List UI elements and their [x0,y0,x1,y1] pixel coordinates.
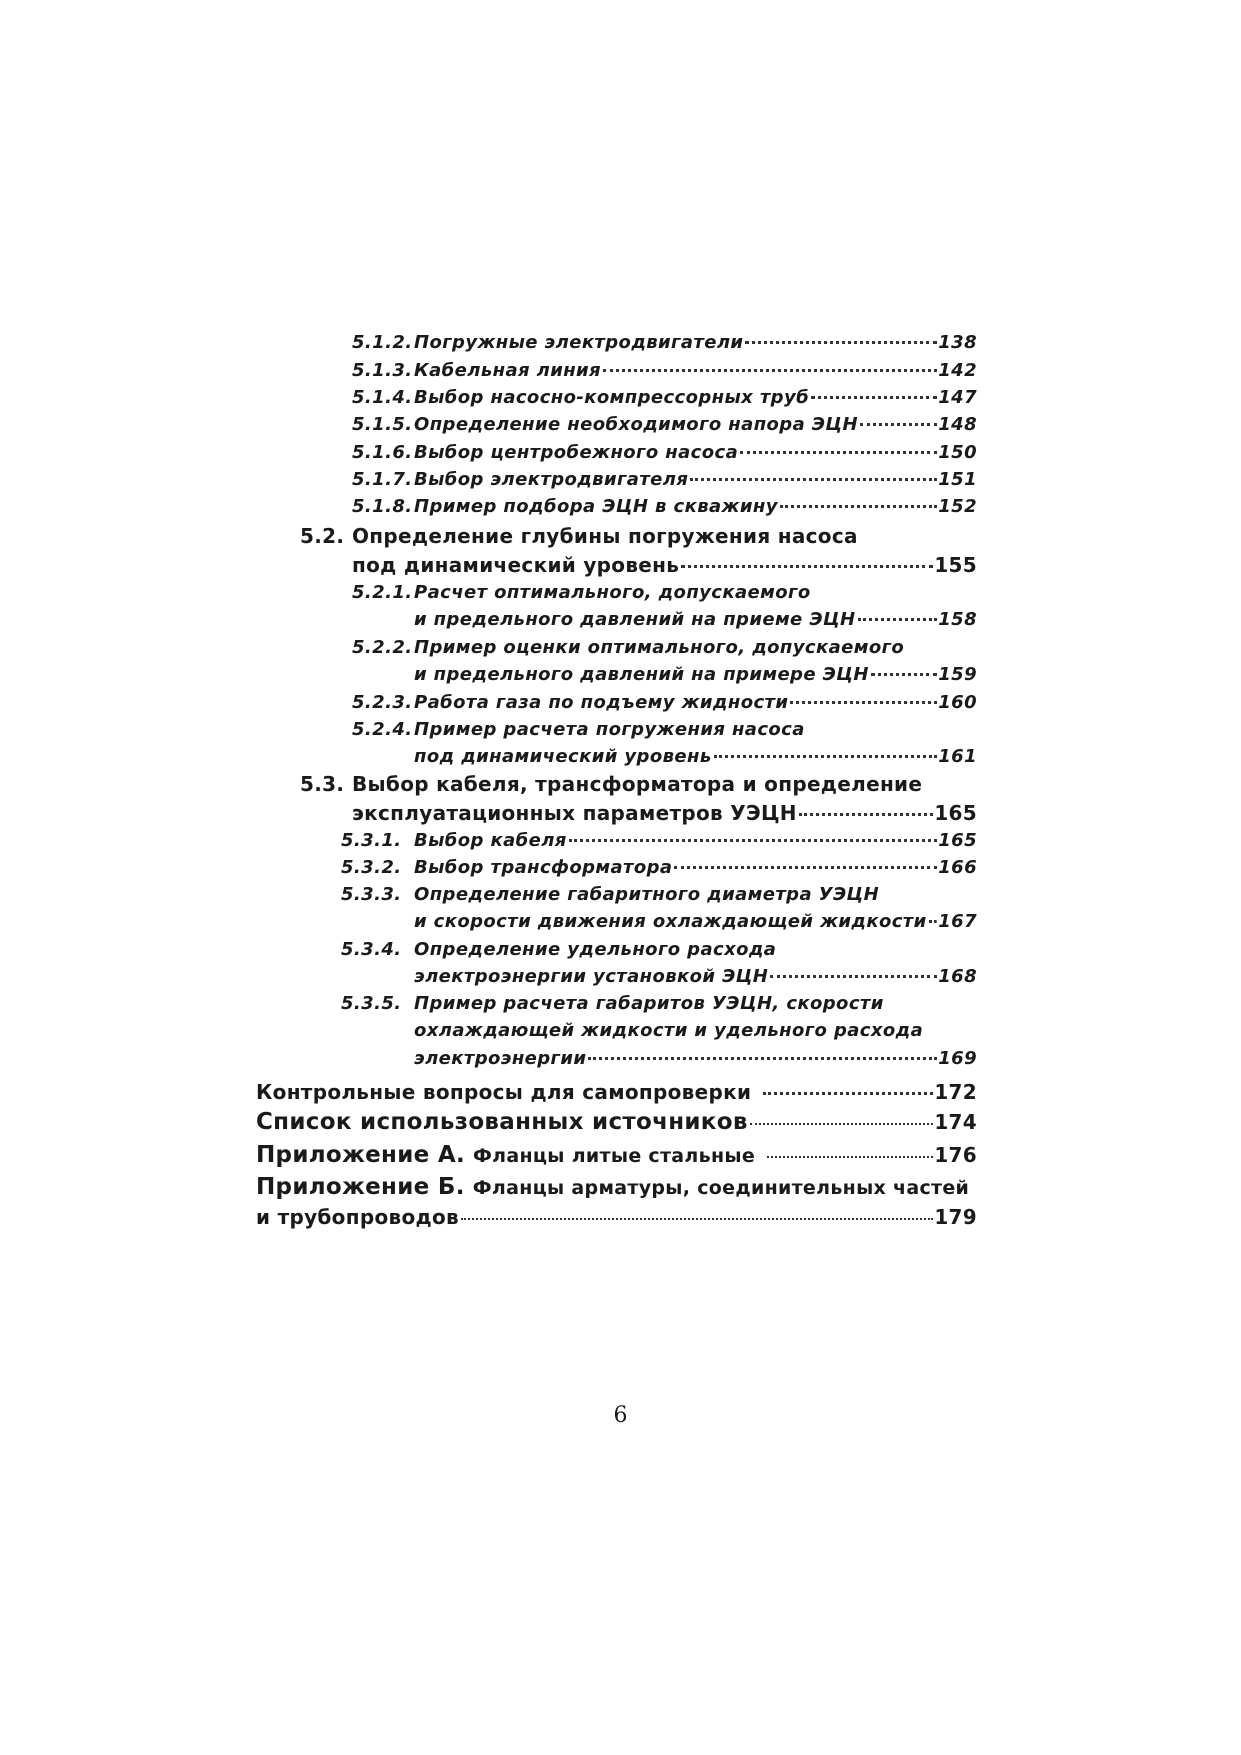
page-number: 6 [613,1403,628,1428]
dot-leader [790,701,937,704]
toc-entry-5-3-4[interactable]: электроэнергии установкой ЭЦН 168 [414,966,977,987]
dot-leader [740,451,937,454]
toc-entry-5-2-4-title[interactable]: 5.2.4. Пример расчета погружения насоса [352,719,805,740]
toc-entry-5-2-2[interactable]: и предельного давлений на примере ЭЦН 159 [414,664,977,685]
dot-leader [674,866,937,869]
toc-entry-appendix-b[interactable]: и трубопроводов 179 [256,1205,977,1229]
dot-leader [780,505,937,508]
dot-leader [811,396,937,399]
toc-entry-5-3-5-line2[interactable]: охлаждающей жидкости и удельного расхода [414,1020,924,1041]
dot-leader [461,1218,933,1220]
toc-entry-appendix-b-title[interactable]: Приложение Б. Фланцы арматуры, соединительных частей [256,1174,970,1200]
dot-leader [603,369,937,372]
toc-entry-5-3[interactable]: эксплуатационных параметров УЭЦН 165 [352,801,977,825]
dot-leader [750,1123,934,1125]
dot-leader [767,1156,933,1158]
toc-entry-5-1-2[interactable]: 5.1.2. Погружные электродвигатели 138 [352,332,977,353]
dot-leader [763,1092,933,1095]
dot-leader [569,839,937,842]
toc-entry-5-1-5[interactable]: 5.1.5. Определение необходимого напора ЭЦН 148 [352,414,977,435]
toc-entry-5-3-3[interactable]: и скорости движения охлаждающей жидкости 167 [414,911,977,932]
toc-entry-5-1-7[interactable]: 5.1.7. Выбор электродвигателя 151 [352,469,977,490]
dot-leader [871,673,937,676]
dot-leader [745,341,937,344]
dot-leader [799,813,934,816]
toc-entry-5-3-4-title[interactable]: 5.3.4. Определение удельного расхода [341,939,777,960]
toc-entry-5-3-2[interactable]: 5.3.2. Выбор трансформатора 166 [341,857,977,878]
dot-leader [690,478,937,481]
dot-leader [714,755,938,758]
toc-entry-5-3-1[interactable]: 5.3.1. Выбор кабеля 165 [341,830,977,851]
toc-entry-5-1-8[interactable]: 5.1.8. Пример подбора ЭЦН в скважину 152 [352,496,977,517]
toc-entry-5-2-2-title[interactable]: 5.2.2. Пример оценки оптимального, допускаемого [352,637,905,658]
toc-entry-5-3-5[interactable]: электроэнергии 169 [414,1048,977,1069]
toc-entry-5-3-3-title[interactable]: 5.3.3. Определение габаритного диаметра УЭЦН [341,884,880,905]
toc-entry-5-1-3[interactable]: 5.1.3. Кабельная линия 142 [352,360,977,381]
toc-entry-5-3-5-title[interactable]: 5.3.5. Пример расчета габаритов УЭЦН, скорости [341,993,884,1014]
toc-entry-5-2-4[interactable]: под динамический уровень 161 [414,746,977,767]
dot-leader [588,1057,937,1060]
toc-entry-sources[interactable]: Список использованных источников 174 [256,1109,977,1135]
dot-leader [681,565,933,568]
toc-entry-5-2-1-title[interactable]: 5.2.1. Расчет оптимального, допускаемого [352,582,811,603]
toc-entry-5-2-1[interactable]: и предельного давлений на приеме ЭЦН 158 [414,609,977,630]
toc-entry-5-2-title[interactable]: 5.2. Определение глубины погружения насоса [300,524,858,548]
toc-entry-appendix-a[interactable]: Приложение А. Фланцы литые стальные 176 [256,1142,977,1168]
toc-entry-5-1-6[interactable]: 5.1.6. Выбор центробежного насоса 150 [352,442,977,463]
toc-entry-5-2[interactable]: под динамический уровень 155 [352,553,977,577]
toc-entry-questions[interactable]: Контрольные вопросы для самопроверки 172 [256,1080,977,1104]
dot-leader [858,618,938,621]
dot-leader [860,423,937,426]
toc-entry-5-1-4[interactable]: 5.1.4. Выбор насосно-компрессорных труб 147 [352,387,977,408]
toc-entry-5-3-title[interactable]: 5.3. Выбор кабеля, трансформатора и определение [300,772,923,796]
dot-leader [770,975,937,978]
toc-entry-5-2-3[interactable]: 5.2.3. Работа газа по подъему жидности 160 [352,692,977,713]
dot-leader [929,920,938,923]
